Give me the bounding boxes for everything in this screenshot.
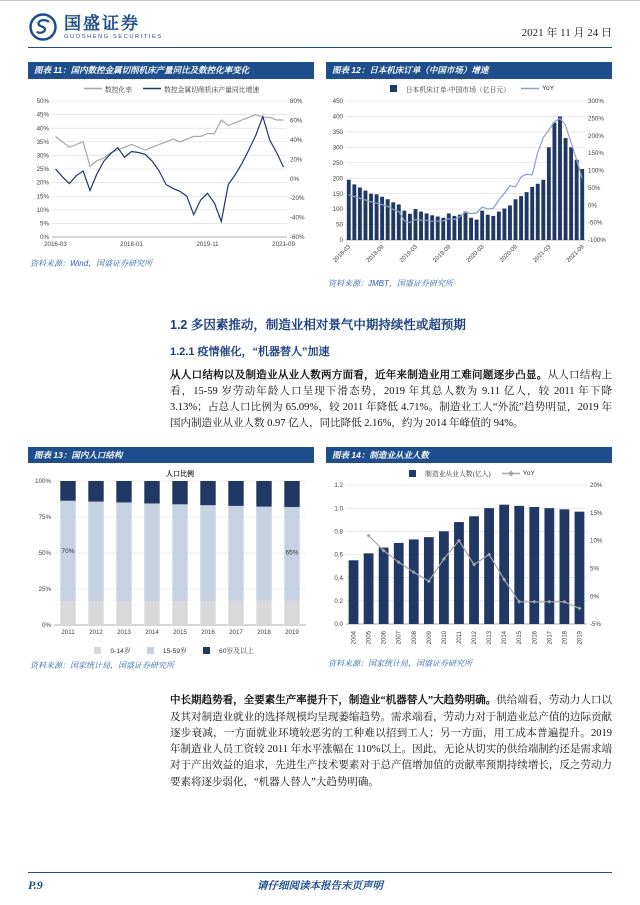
svg-text:250: 250 — [332, 159, 343, 167]
svg-text:2021-03: 2021-03 — [532, 243, 553, 264]
svg-text:2018: 2018 — [562, 631, 569, 645]
chart-legend — [326, 84, 612, 94]
figure-12-chart — [326, 79, 612, 275]
legend-label: 数控金属切削机床产量同比增速 — [164, 86, 260, 94]
legend-label: 日本机床订单-中国市场（亿日元） — [405, 86, 510, 94]
legend-item — [197, 645, 254, 655]
legend-label: 制造业从业人数(亿人) — [425, 471, 491, 479]
svg-text:2014: 2014 — [502, 631, 509, 645]
svg-text:300%: 300% — [588, 97, 604, 105]
svg-text:2011: 2011 — [61, 629, 75, 637]
figure-14-panel — [326, 447, 612, 670]
svg-text:60%: 60% — [290, 117, 303, 125]
svg-text:2021-09: 2021-09 — [272, 240, 295, 248]
svg-text:2016: 2016 — [532, 631, 539, 645]
svg-text:2019: 2019 — [577, 631, 584, 645]
svg-text:-40%: -40% — [290, 214, 305, 222]
svg-text:20%: 20% — [290, 156, 303, 164]
legend-item — [83, 84, 132, 94]
svg-text:1.2: 1.2 — [334, 482, 343, 490]
guosheng-logo-icon — [28, 12, 58, 42]
figure-13-chart — [28, 463, 314, 655]
legend-swatch-icon — [384, 84, 404, 93]
svg-text:-100%: -100% — [588, 236, 606, 244]
svg-text:2015: 2015 — [173, 629, 187, 637]
paragraph-1-body: 从人口结构上看，15-59 岁劳动年龄人口呈现下滑态势，2019 年其总人数为 9.11 亿人，较 2011 年下降 3.13%；占总人口比例为 65.09%，较 2011 年降低 4.71%。制造业工人“外流”趋势明显，2019 年国内制造业从业人数 0.97 亿人，同比降低 2.16%，约为 2014 年峰值的 94%。 — [170, 369, 613, 430]
svg-text:2018-03: 2018-03 — [332, 243, 353, 264]
svg-text:25%: 25% — [38, 586, 51, 594]
svg-text:40%: 40% — [290, 136, 303, 144]
svg-text:2012: 2012 — [472, 631, 479, 645]
svg-text:2015: 2015 — [517, 631, 524, 645]
legend-item — [141, 645, 187, 655]
legend-swatch-icon — [88, 646, 108, 655]
footer-divider — [28, 872, 612, 873]
figure-12-panel — [326, 62, 612, 289]
svg-text:2019-09: 2019-09 — [432, 243, 453, 264]
svg-text:-5%: -5% — [590, 621, 602, 629]
svg-text:-20%: -20% — [290, 194, 305, 202]
brand — [28, 12, 163, 42]
svg-text:2005: 2005 — [366, 631, 373, 645]
svg-text:75%: 75% — [38, 514, 51, 522]
svg-text:2020-09: 2020-09 — [499, 243, 519, 264]
svg-text:25%: 25% — [36, 165, 49, 173]
legend-item — [501, 469, 535, 478]
figure-11-source: 资料来源：Wind，国盛证券研究所 — [30, 258, 153, 268]
section-1-2 — [170, 315, 612, 433]
chart-svg — [326, 96, 612, 270]
svg-text:2017: 2017 — [547, 631, 554, 645]
svg-text:2014: 2014 — [145, 629, 159, 637]
figure-13-title: 图表 13：国内人口结构 — [28, 447, 314, 464]
legend-label: 15-59岁 — [162, 648, 187, 656]
subsection-heading: 1.2.1 疫情催化，“机器替人”加速 — [170, 345, 330, 358]
legend-item — [384, 84, 510, 94]
svg-text:2006: 2006 — [381, 631, 388, 645]
svg-text:70%: 70% — [61, 548, 75, 556]
svg-text:10%: 10% — [590, 538, 603, 546]
legend-swatch-icon — [501, 469, 521, 478]
paragraph-1 — [170, 368, 612, 433]
svg-text:250%: 250% — [588, 115, 604, 123]
svg-text:0.4: 0.4 — [334, 575, 343, 583]
page-footer — [28, 872, 612, 893]
paragraph-2-body: 供给端看，劳动力人口以及其对制造业就业的选择规模均呈现萎缩趋势。需求端看，劳动力对于制造业总产值的边际贡献逐步衰减，一方面就业环境较恶劣的工种难以招到工人；另一方面，用工成本普遍提升。2019 年制造业人员工资较 2011 年水平涨幅在 110%以上。因此，无论从切实的供给端制约还是需求端对于产出效益的追求，先进生产技术要素对于总产值增加值的贡献率预期持续增长，反之劳动力要素将逐步弱化，“机器人替人”大趋势明确。 — [170, 695, 613, 788]
svg-text:200%: 200% — [588, 132, 604, 140]
svg-text:-50%: -50% — [588, 219, 603, 227]
legend-item — [403, 468, 491, 478]
svg-text:2016: 2016 — [201, 629, 215, 637]
legend-item — [88, 645, 130, 655]
svg-text:2007: 2007 — [396, 631, 403, 645]
svg-text:40%: 40% — [36, 124, 49, 132]
figure-12-source: 资料来源：JMBT，国盛证券研究所 — [328, 278, 453, 288]
legend-swatch-icon — [520, 84, 540, 93]
svg-text:2020-03: 2020-03 — [465, 243, 486, 264]
charts-row-1 — [28, 62, 612, 289]
svg-text:2012: 2012 — [89, 629, 103, 637]
legend-item — [142, 84, 259, 94]
page-number: P.9 — [28, 878, 43, 892]
svg-text:2013: 2013 — [117, 629, 131, 637]
svg-text:100%: 100% — [35, 478, 51, 486]
legend-swatch-icon — [403, 469, 423, 478]
svg-text:2021-09: 2021-09 — [565, 243, 586, 264]
figure-13-panel — [28, 447, 314, 672]
svg-text:80%: 80% — [290, 97, 303, 105]
svg-text:2018-01: 2018-01 — [120, 240, 143, 248]
svg-text:0%: 0% — [290, 175, 299, 183]
chart-legend — [28, 84, 314, 94]
section-1-2-continued — [170, 693, 612, 791]
svg-text:2010: 2010 — [441, 631, 448, 645]
page-header — [28, 6, 612, 47]
paragraph-2 — [170, 693, 612, 791]
figure-11-title: 图表 11：国内数控金属切削机床产量同比及数控化率变化 — [28, 62, 314, 79]
svg-text:350: 350 — [332, 128, 343, 136]
svg-text:2011: 2011 — [456, 631, 463, 645]
figure-14-title: 图表 14：制造业从业人数 — [326, 447, 612, 464]
svg-text:100: 100 — [332, 205, 343, 213]
svg-text:0%: 0% — [42, 622, 51, 630]
brand-subtitle: GUOSHENG SECURITIES — [64, 33, 163, 40]
figure-11-panel — [28, 62, 314, 269]
svg-text:20%: 20% — [590, 482, 603, 490]
legend-swatch-icon — [83, 84, 103, 93]
svg-text:65%: 65% — [285, 549, 299, 557]
svg-text:50: 50 — [336, 221, 343, 229]
charts-row-2 — [28, 447, 612, 672]
chart-svg — [28, 466, 314, 638]
svg-text:100%: 100% — [588, 167, 604, 175]
svg-text:50%: 50% — [588, 184, 601, 192]
svg-text:0%: 0% — [588, 201, 597, 209]
legend-label: 数控化率 — [104, 86, 133, 94]
svg-text:0.0: 0.0 — [334, 621, 343, 629]
legend-label: YoY — [541, 85, 555, 93]
svg-text:300: 300 — [332, 144, 343, 152]
svg-text:200: 200 — [332, 174, 343, 182]
svg-text:0.6: 0.6 — [334, 551, 343, 559]
svg-text:2019-03: 2019-03 — [399, 243, 419, 264]
svg-text:400: 400 — [332, 113, 343, 121]
svg-text:2018-09: 2018-09 — [365, 243, 386, 264]
svg-text:10%: 10% — [36, 206, 49, 214]
svg-text:人口比例: 人口比例 — [166, 471, 194, 479]
brand-name: 国盛证券 — [64, 14, 140, 34]
legend-label: 0-14岁 — [110, 648, 131, 656]
svg-text:5%: 5% — [590, 565, 599, 573]
legend-swatch-icon — [142, 84, 162, 93]
svg-text:30%: 30% — [36, 152, 49, 160]
chart-legend — [28, 645, 314, 655]
report-date: 2021 年 11 月 24 日 — [521, 27, 612, 39]
svg-text:45%: 45% — [36, 111, 49, 119]
svg-text:0: 0 — [339, 236, 343, 244]
svg-text:0.8: 0.8 — [334, 528, 343, 536]
figure-13-source: 资料来源：国家统计局，国盛证券研究所 — [30, 661, 174, 671]
svg-text:450: 450 — [332, 97, 343, 105]
chart-legend — [326, 468, 612, 478]
figure-14-chart — [326, 463, 612, 655]
svg-text:150: 150 — [332, 190, 343, 198]
svg-text:0.2: 0.2 — [334, 598, 343, 606]
svg-text:150%: 150% — [588, 149, 604, 157]
figure-11-chart — [28, 79, 314, 255]
svg-text:2016-03: 2016-03 — [44, 240, 67, 248]
footer-disclaimer: 请仔细阅读本报告末页声明 — [257, 881, 383, 892]
figure-14-source: 资料来源：国家统计局，国盛证券研究所 — [328, 659, 472, 669]
chart-svg — [326, 480, 612, 650]
svg-text:2004: 2004 — [351, 631, 358, 645]
svg-text:2017: 2017 — [229, 629, 243, 637]
svg-text:5%: 5% — [40, 220, 49, 228]
paragraph-2-lead: 中长期趋势看，全要素生产率提升下，制造业“机器替人”大趋势明确。 — [170, 695, 497, 707]
svg-text:0%: 0% — [40, 233, 49, 241]
legend-swatch-icon — [197, 646, 217, 655]
legend-swatch-icon — [141, 646, 161, 655]
header-divider — [28, 47, 612, 48]
figure-12-title: 图表 12：日本机床订单（中国市场）增速 — [326, 62, 612, 79]
svg-text:2018: 2018 — [257, 629, 271, 637]
footer-row — [28, 878, 612, 893]
svg-text:0%: 0% — [590, 593, 599, 601]
svg-text:35%: 35% — [36, 138, 49, 146]
svg-text:15%: 15% — [590, 510, 603, 518]
svg-text:2009: 2009 — [426, 631, 433, 645]
svg-text:15%: 15% — [36, 192, 49, 200]
svg-text:50%: 50% — [36, 97, 49, 105]
svg-text:2008: 2008 — [411, 631, 418, 645]
svg-text:20%: 20% — [36, 179, 49, 187]
legend-label: 60岁及以上 — [218, 648, 254, 656]
paragraph-1-lead: 从人口结构以及制造业从业人数两方面看，近年来制造业用工难问题逐步凸显。 — [170, 369, 548, 381]
legend-item — [520, 84, 554, 93]
chart-svg — [28, 96, 314, 250]
svg-text:2019-11: 2019-11 — [196, 240, 219, 248]
brand-text — [64, 14, 163, 40]
svg-text:50%: 50% — [38, 550, 51, 558]
section-heading: 1.2 多因素推动，制造业相对景气中期持续性或超预期 — [170, 317, 466, 332]
svg-text:2019: 2019 — [285, 629, 299, 637]
svg-text:1.0: 1.0 — [334, 505, 343, 513]
svg-text:-60%: -60% — [290, 233, 305, 241]
svg-text:2013: 2013 — [487, 631, 494, 645]
legend-label: YoY — [522, 469, 535, 477]
